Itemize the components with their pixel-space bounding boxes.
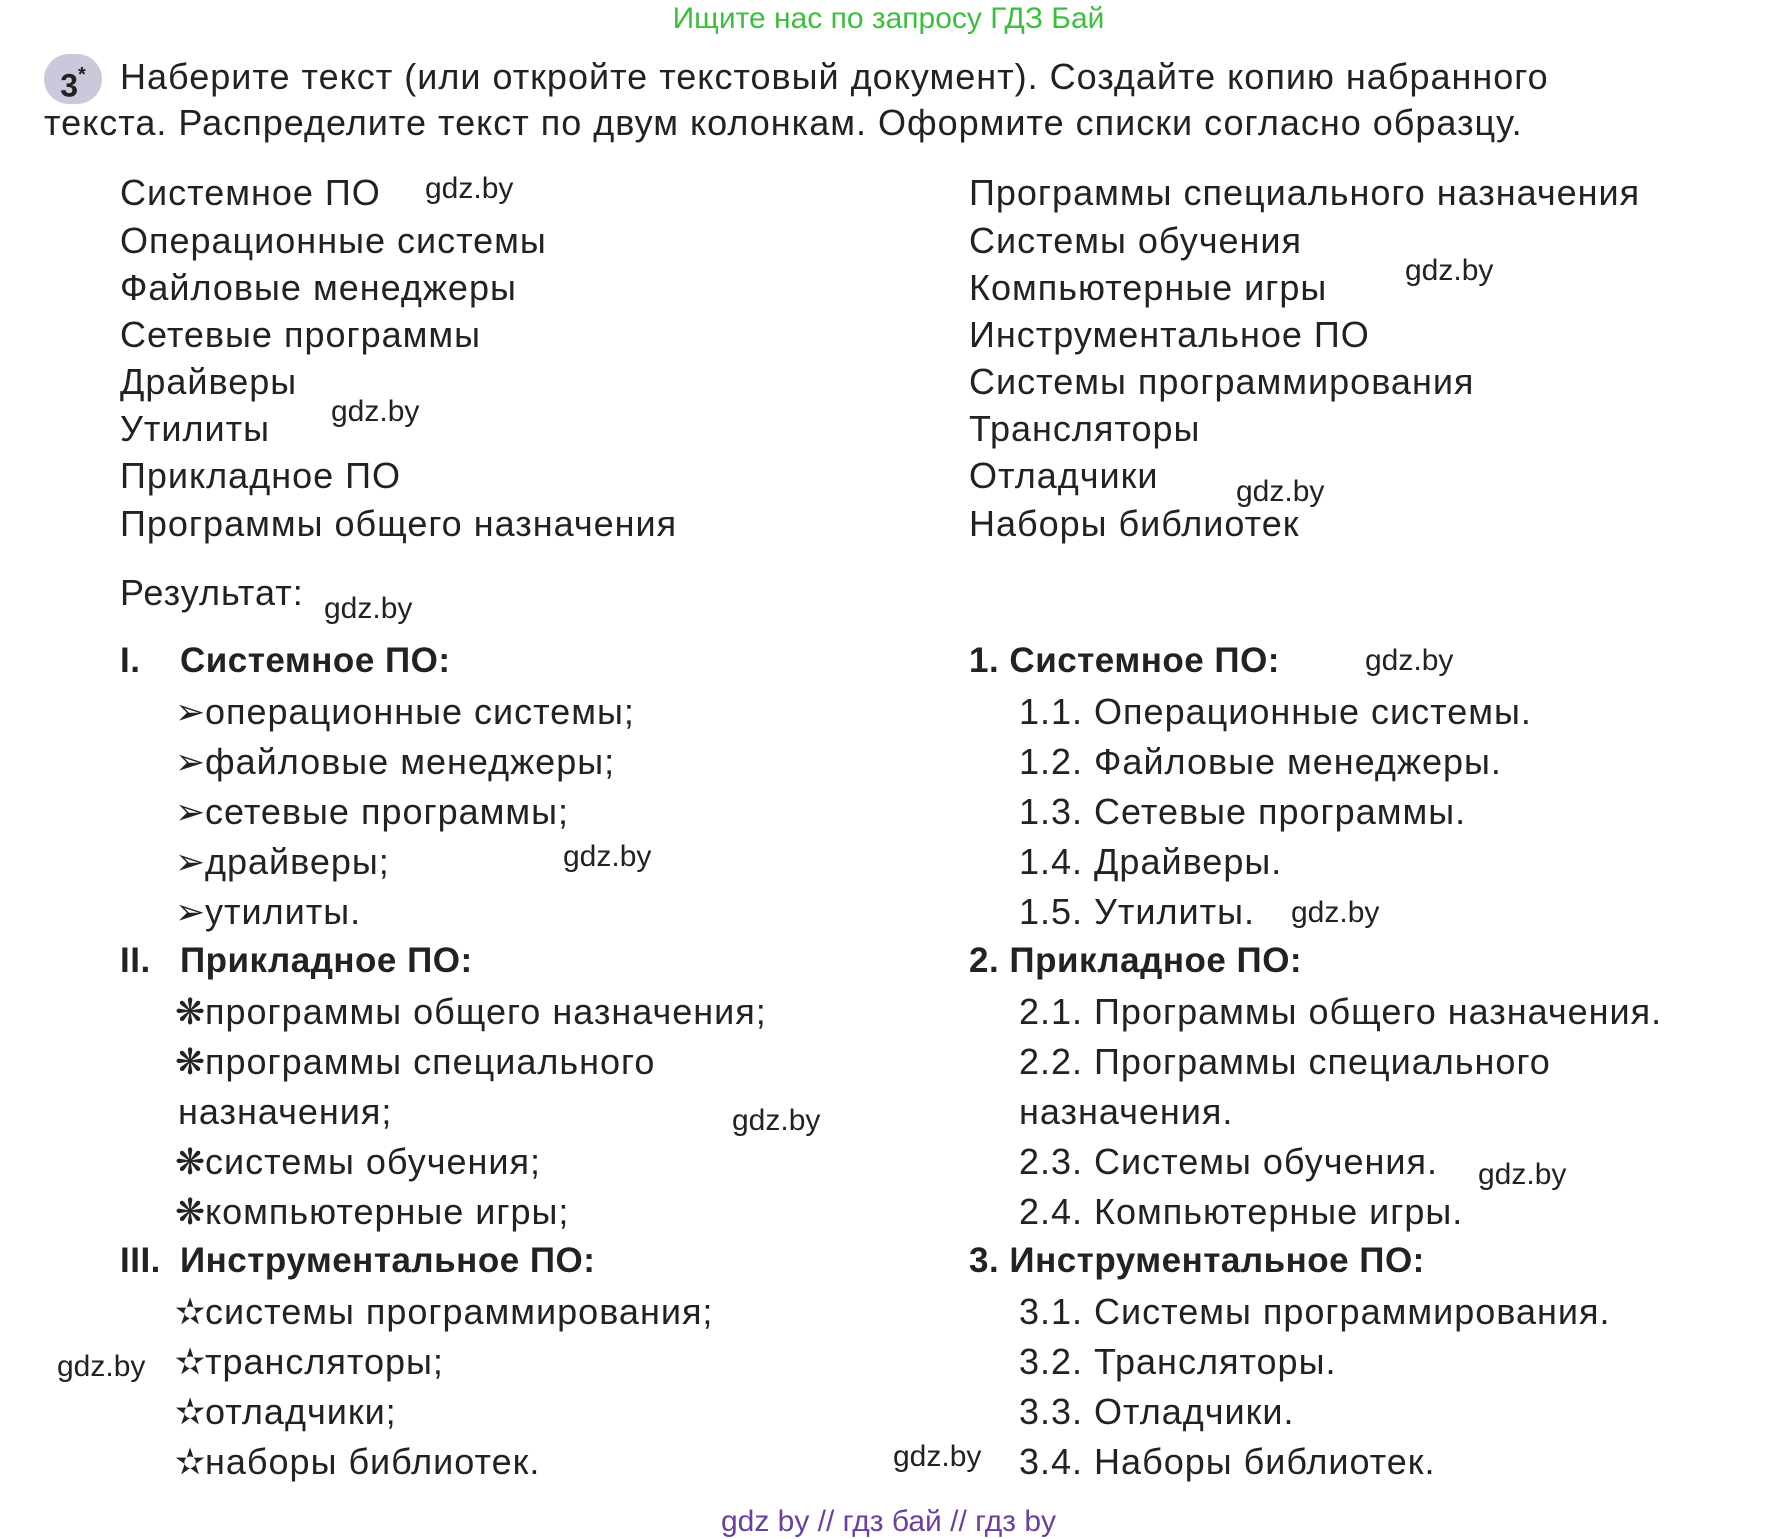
source-right-item: Системы обучения: [969, 220, 1302, 261]
right-list-item: 1.4. Драйверы.: [1019, 841, 1283, 882]
asterisk-bullet-icon: ❋: [175, 1141, 207, 1182]
left-list-item: ✫системы программирования;: [175, 1291, 714, 1332]
watermark: gdz.by: [1478, 1158, 1567, 1191]
left-group-heading: II. Прикладное ПО:: [120, 941, 473, 980]
right-list-item: 2.1. Программы общего назначения.: [1019, 991, 1663, 1032]
source-right-item: Наборы библиотек: [969, 503, 1300, 544]
footer-links[interactable]: gdz by // гдз бай // гдз by: [720, 1505, 1057, 1538]
star-bullet-icon: ✫: [175, 1341, 207, 1382]
watermark: gdz.by: [331, 395, 420, 428]
task-number-badge: 3*: [44, 54, 102, 104]
left-list-item: ✫отладчики;: [175, 1391, 397, 1432]
left-list-item: ❋системы обучения;: [175, 1141, 541, 1182]
watermark: gdz.by: [732, 1104, 821, 1137]
left-group-heading: III. Инструментальное ПО:: [120, 1241, 596, 1280]
search-hint-link[interactable]: Ищите нас по запросу ГДЗ Бай: [672, 2, 1105, 35]
watermark: gdz.by: [1236, 475, 1325, 508]
arrow-bullet-icon: ➢: [175, 691, 207, 732]
right-list-item-continuation: назначения.: [1019, 1091, 1234, 1132]
task-text-line-1: Наберите текст (или откройте текстовый документ). Создайте копию набранного: [120, 56, 1549, 97]
arrow-bullet-icon: ➢: [175, 741, 207, 782]
left-list-item: ✫трансляторы;: [175, 1341, 444, 1382]
left-list-item: ❋программы общего назначения;: [175, 991, 767, 1032]
asterisk-bullet-icon: ❋: [175, 1041, 207, 1082]
star-bullet-icon: ✫: [175, 1441, 207, 1482]
right-list-item: 1.1. Операционные системы.: [1019, 691, 1532, 732]
left-list-item: ➢сетевые программы;: [175, 791, 570, 832]
source-right-item: Трансляторы: [969, 408, 1201, 449]
right-list-item: 2.2. Программы специального: [1019, 1041, 1551, 1082]
left-list-item: ➢утилиты.: [175, 891, 362, 932]
source-left-item: Операционные системы: [120, 220, 547, 261]
right-group-heading: 1. Системное ПО:: [969, 641, 1280, 680]
watermark: gdz.by: [893, 1440, 982, 1473]
right-list-item: 1.2. Файловые менеджеры.: [1019, 741, 1502, 782]
watermark: gdz.by: [563, 840, 652, 873]
source-right-item: Программы специального назначения: [969, 172, 1641, 213]
left-list-item: ➢операционные системы;: [175, 691, 635, 732]
right-list-item: 3.4. Наборы библиотек.: [1019, 1441, 1436, 1482]
right-list-item: 1.5. Утилиты.: [1019, 891, 1255, 932]
watermark: gdz.by: [1405, 254, 1494, 287]
right-list-item: 2.4. Компьютерные игры.: [1019, 1191, 1464, 1232]
left-list-item: ➢файловые менеджеры;: [175, 741, 616, 782]
right-list-item: 3.2. Трансляторы.: [1019, 1341, 1337, 1382]
task-text-line-2: текста. Распределите текст по двум колонкам. Оформите списки согласно образцу.: [44, 102, 1523, 143]
watermark: gdz.by: [1291, 896, 1380, 929]
asterisk-bullet-icon: ❋: [175, 1191, 207, 1232]
source-left-item: Программы общего назначения: [120, 503, 678, 544]
right-group-heading: 3. Инструментальное ПО:: [969, 1241, 1425, 1280]
right-list-item: 3.3. Отладчики.: [1019, 1391, 1295, 1432]
left-group-heading: I. Системное ПО:: [120, 641, 451, 680]
left-list-item: ✫наборы библиотек.: [175, 1441, 541, 1482]
watermark: gdz.by: [1365, 644, 1454, 677]
source-left-item: Системное ПО: [120, 172, 381, 213]
arrow-bullet-icon: ➢: [175, 791, 207, 832]
right-group-heading: 2. Прикладное ПО:: [969, 941, 1303, 980]
watermark: gdz.by: [425, 172, 514, 205]
source-right-item: Системы программирования: [969, 361, 1475, 402]
arrow-bullet-icon: ➢: [175, 841, 207, 882]
source-right-item: Инструментальное ПО: [969, 314, 1370, 355]
source-right-item: Компьютерные игры: [969, 267, 1328, 308]
source-left-item: Прикладное ПО: [120, 455, 401, 496]
arrow-bullet-icon: ➢: [175, 891, 207, 932]
source-left-item: Драйверы: [120, 361, 298, 402]
left-list-item: ➢драйверы;: [175, 841, 390, 882]
right-list-item: 3.1. Системы программирования.: [1019, 1291, 1611, 1332]
result-label: Результат:: [120, 572, 304, 613]
watermark: gdz.by: [324, 592, 413, 625]
watermark: gdz.by: [57, 1350, 146, 1383]
star-bullet-icon: ✫: [175, 1291, 207, 1332]
source-left-item: Утилиты: [120, 408, 270, 449]
left-list-item: ❋компьютерные игры;: [175, 1191, 570, 1232]
left-list-item-continuation: назначения;: [178, 1091, 393, 1132]
left-list-item: ❋программы специального: [175, 1041, 656, 1082]
right-list-item: 1.3. Сетевые программы.: [1019, 791, 1467, 832]
star-bullet-icon: ✫: [175, 1391, 207, 1432]
right-list-item: 2.3. Системы обучения.: [1019, 1141, 1439, 1182]
asterisk-bullet-icon: ❋: [175, 991, 207, 1032]
source-left-item: Файловые менеджеры: [120, 267, 517, 308]
source-left-item: Сетевые программы: [120, 314, 482, 355]
source-right-item: Отладчики: [969, 455, 1159, 496]
